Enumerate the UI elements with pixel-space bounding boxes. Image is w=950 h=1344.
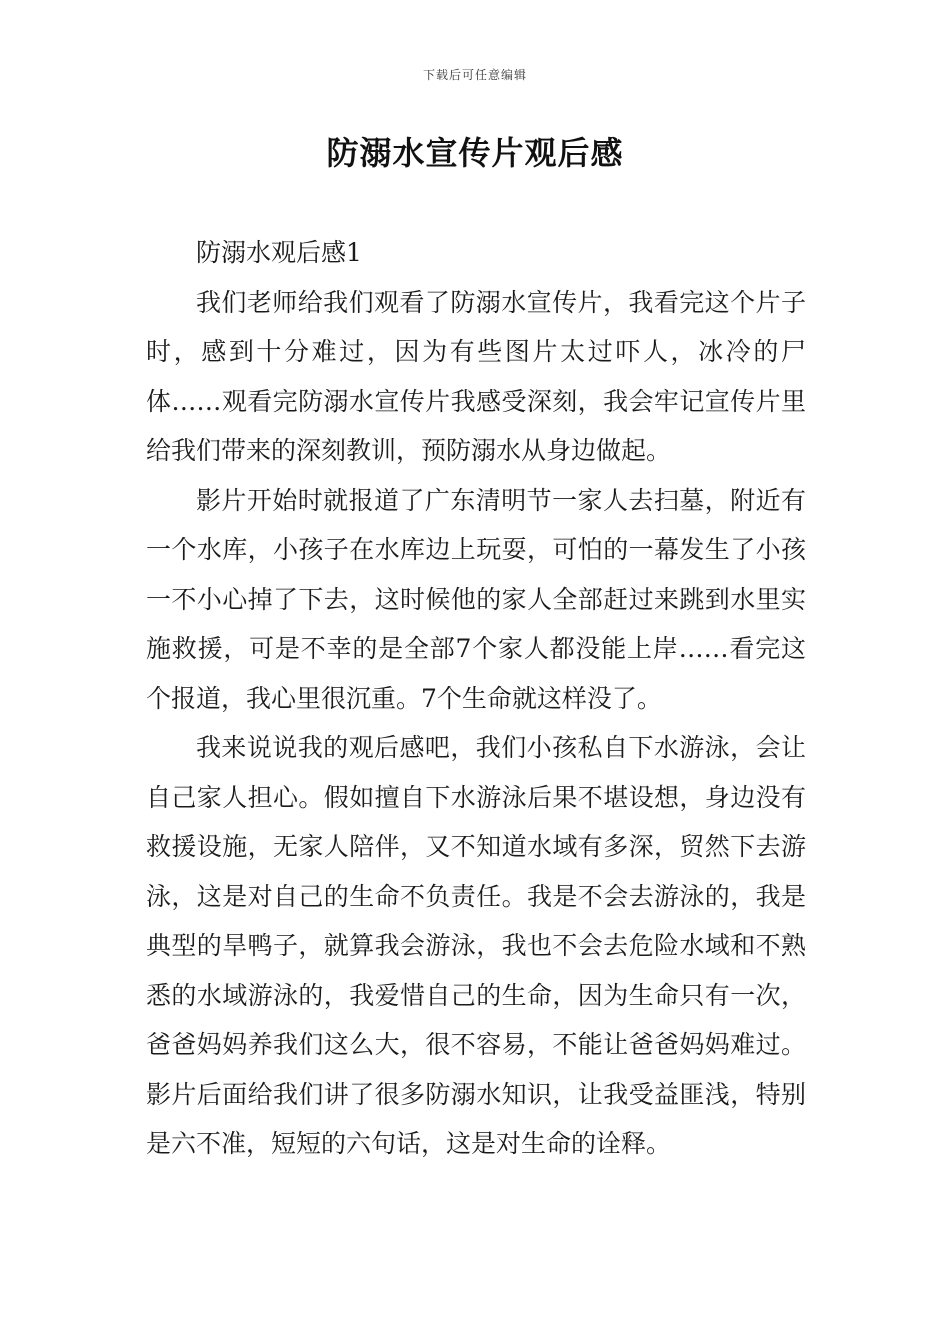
document-body (146, 228, 806, 1169)
section-heading: 防溺水观后感1 (196, 238, 362, 267)
document-title: 防溺水宣传片观后感 (326, 134, 624, 172)
paragraph-2: 影片开始时就报道了广东清明节一家人去扫墓，附近有一个水库，小孩子在水库边上玩耍，可怕的一幕发生了小孩一不小心掉了下去，这时候他的家人全部赶过来跳到水里实施救援，可是不幸的是全部7个家人都没能上岸……看完这个报道，我心里很沉重。7个生命就这样没了。 (146, 485, 806, 713)
paragraph-1: 我们老师给我们观看了防溺水宣传片，我看完这个片子时，感到十分难过，因为有些图片太过吓人，冰冷的尸体……观看完防溺水宣传片我感受深刻，我会牢记宣传片里给我们带来的深刻教训，预防溺水从身边做起。 (146, 287, 806, 465)
paragraph-3: 我来说说我的观后感吧，我们小孩私自下水游泳，会让自己家人担心。假如擅自下水游泳后果不堪设想，身边没有救援设施，无家人陪伴，又不知道水域有多深，贸然下去游泳，这是对自己的生命不负责任。我是不会去游泳的，我是典型的旱鸭子，就算我会游泳，我也不会去危险水域和不熟悉的水域游泳的，我爱惜自己的生命，因为生命只有一次，爸爸妈妈养我们这么大，很不容易，不能让爸爸妈妈难过。影片后面给我们讲了很多防溺水知识，让我受益匪浅，特别是六不准，短短的六句话，这是对生命的诠释。 (146, 733, 806, 1158)
header-note: 下载后可任意编辑 (422, 68, 527, 82)
